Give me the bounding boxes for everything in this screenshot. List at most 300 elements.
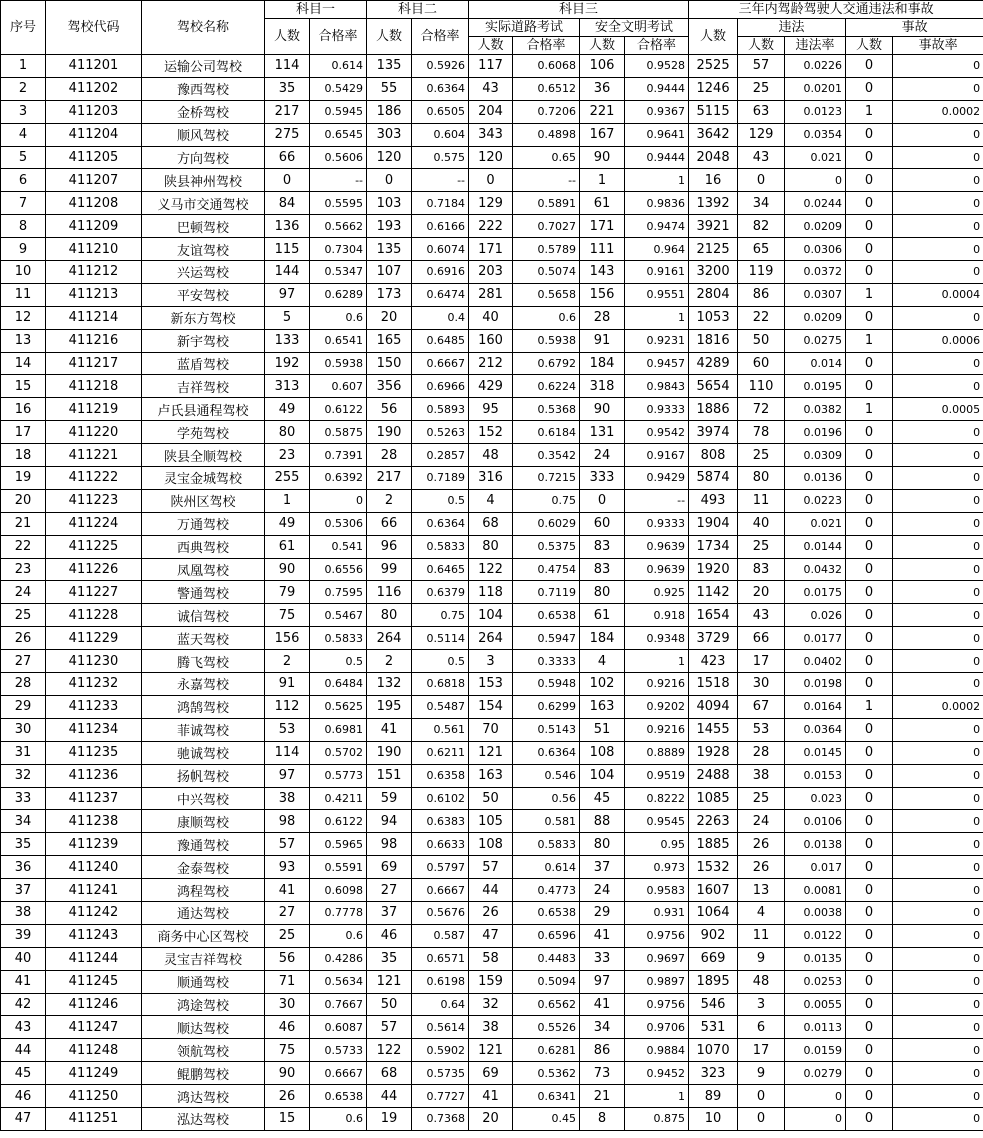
cell-subject2-pass-rate: 0.6667 <box>412 352 469 375</box>
cell-road-count: 26 <box>469 901 513 924</box>
cell-seq: 32 <box>1 764 46 787</box>
cell-code: 411227 <box>46 581 142 604</box>
cell-subject1-count: 114 <box>265 55 310 78</box>
table-row <box>1 1107 983 1130</box>
cell-code: 411212 <box>46 261 142 284</box>
cell-subject2-pass-rate: 0.6633 <box>412 833 469 856</box>
cell-accident-count: 0 <box>846 901 893 924</box>
cell-road-pass-rate: 0.6299 <box>513 695 580 718</box>
table-row <box>1 421 983 444</box>
cell-violation-count: 43 <box>738 604 785 627</box>
cell-seq: 24 <box>1 581 46 604</box>
cell-safety-count: 21 <box>580 1085 625 1108</box>
cell-seq: 34 <box>1 810 46 833</box>
cell-accident-rate: 0 <box>893 123 983 146</box>
cell-subject1-pass-rate: 0.4286 <box>310 947 367 970</box>
cell-road-count: 264 <box>469 627 513 650</box>
cell-road-pass-rate: 0.6341 <box>513 1085 580 1108</box>
cell-safety-pass-rate: 0.9706 <box>625 1016 689 1039</box>
table-row <box>1 970 983 993</box>
cell-subject1-pass-rate: 0.6484 <box>310 673 367 696</box>
table-row <box>1 215 983 238</box>
cell-seq: 21 <box>1 512 46 535</box>
cell-subject2-pass-rate: 0.6571 <box>412 947 469 970</box>
cell-seq: 6 <box>1 169 46 192</box>
cell-subject2-pass-rate: 0.6818 <box>412 673 469 696</box>
cell-violation-rate: 0.0081 <box>785 879 846 902</box>
cell-seq: 22 <box>1 535 46 558</box>
cell-driver-count: 808 <box>689 444 738 467</box>
cell-subject1-pass-rate: 0.607 <box>310 375 367 398</box>
cell-subject2-count: 151 <box>367 764 412 787</box>
cell-safety-count: 29 <box>580 901 625 924</box>
cell-accident-count: 0 <box>846 1062 893 1085</box>
cell-road-count: 57 <box>469 856 513 879</box>
cell-subject2-count: 116 <box>367 581 412 604</box>
cell-driver-count: 4094 <box>689 695 738 718</box>
cell-accident-rate: 0 <box>893 924 983 947</box>
cell-subject1-count: 61 <box>265 535 310 558</box>
cell-violation-rate: 0.0159 <box>785 1039 846 1062</box>
cell-subject2-pass-rate: 0.6916 <box>412 261 469 284</box>
cell-subject2-pass-rate: 0.6074 <box>412 238 469 261</box>
cell-safety-pass-rate: 1 <box>625 169 689 192</box>
cell-violation-count: 0 <box>738 1085 785 1108</box>
cell-code: 411249 <box>46 1062 142 1085</box>
cell-road-pass-rate: 0.7206 <box>513 100 580 123</box>
table-row <box>1 1039 983 1062</box>
cell-subject2-pass-rate: 0.6474 <box>412 283 469 306</box>
cell-safety-count: 28 <box>580 306 625 329</box>
cell-violation-count: 17 <box>738 650 785 673</box>
cell-safety-count: 104 <box>580 764 625 787</box>
cell-safety-count: 45 <box>580 787 625 810</box>
cell-name: 灵宝吉祥驾校 <box>142 947 265 970</box>
cell-safety-count: 61 <box>580 604 625 627</box>
cell-seq: 40 <box>1 947 46 970</box>
cell-accident-rate: 0 <box>893 604 983 627</box>
cell-seq: 4 <box>1 123 46 146</box>
cell-accident-rate: 0 <box>893 993 983 1016</box>
cell-violation-count: 0 <box>738 169 785 192</box>
header-subject3: 科目三 <box>469 1 689 19</box>
cell-subject2-count: 46 <box>367 924 412 947</box>
cell-code: 411210 <box>46 238 142 261</box>
header-safety-test: 安全文明考试 <box>580 19 689 37</box>
header-driver-count: 人数 <box>689 19 738 55</box>
cell-violation-rate: 0.0038 <box>785 901 846 924</box>
cell-violation-count: 9 <box>738 1062 785 1085</box>
header-road-count: 人数 <box>469 37 513 55</box>
cell-safety-count: 73 <box>580 1062 625 1085</box>
cell-subject2-count: 56 <box>367 398 412 421</box>
cell-safety-count: 102 <box>580 673 625 696</box>
cell-accident-count: 0 <box>846 741 893 764</box>
cell-road-count: 152 <box>469 421 513 444</box>
cell-safety-count: 143 <box>580 261 625 284</box>
cell-seq: 19 <box>1 467 46 490</box>
cell-violation-rate: 0.0307 <box>785 283 846 306</box>
cell-violation-rate: 0.0177 <box>785 627 846 650</box>
cell-driver-count: 3642 <box>689 123 738 146</box>
cell-violation-count: 43 <box>738 146 785 169</box>
cell-accident-rate: 0 <box>893 512 983 535</box>
cell-driver-count: 323 <box>689 1062 738 1085</box>
table-row <box>1 1085 983 1108</box>
cell-subject1-count: 98 <box>265 810 310 833</box>
header-accident-rate: 事故率 <box>893 37 983 55</box>
cell-code: 411245 <box>46 970 142 993</box>
cell-safety-pass-rate: 0.8222 <box>625 787 689 810</box>
cell-subject1-pass-rate: 0.6122 <box>310 398 367 421</box>
cell-driver-count: 1064 <box>689 901 738 924</box>
cell-code: 411225 <box>46 535 142 558</box>
cell-seq: 3 <box>1 100 46 123</box>
cell-safety-count: 4 <box>580 650 625 673</box>
cell-accident-count: 0 <box>846 604 893 627</box>
cell-subject1-pass-rate: 0.5773 <box>310 764 367 787</box>
cell-road-count: 281 <box>469 283 513 306</box>
cell-safety-pass-rate: 0.9429 <box>625 467 689 490</box>
cell-name: 蓝盾驾校 <box>142 352 265 375</box>
cell-road-count: 104 <box>469 604 513 627</box>
cell-subject2-count: 35 <box>367 947 412 970</box>
cell-safety-count: 88 <box>580 810 625 833</box>
header-subject2: 科目二 <box>367 1 469 19</box>
cell-subject2-count: 165 <box>367 329 412 352</box>
cell-driver-count: 2125 <box>689 238 738 261</box>
header-subject2-pass-rate: 合格率 <box>412 19 469 55</box>
cell-safety-count: 90 <box>580 146 625 169</box>
cell-name: 灵宝金城驾校 <box>142 467 265 490</box>
cell-subject2-pass-rate: 0.5735 <box>412 1062 469 1085</box>
cell-road-pass-rate: 0.3333 <box>513 650 580 673</box>
cell-road-count: 70 <box>469 718 513 741</box>
cell-road-pass-rate: 0.6512 <box>513 77 580 100</box>
cell-subject2-count: 55 <box>367 77 412 100</box>
table-row <box>1 558 983 581</box>
cell-seq: 39 <box>1 924 46 947</box>
cell-driver-count: 10 <box>689 1107 738 1130</box>
cell-safety-count: 167 <box>580 123 625 146</box>
cell-subject1-pass-rate: 0.5965 <box>310 833 367 856</box>
cell-accident-count: 0 <box>846 833 893 856</box>
cell-seq: 11 <box>1 283 46 306</box>
table-row <box>1 581 983 604</box>
cell-safety-pass-rate: 0.9444 <box>625 77 689 100</box>
cell-subject2-count: 264 <box>367 627 412 650</box>
cell-subject2-count: 98 <box>367 833 412 856</box>
cell-seq: 30 <box>1 718 46 741</box>
cell-subject1-pass-rate: 0.6098 <box>310 879 367 902</box>
cell-safety-pass-rate: 0.9542 <box>625 421 689 444</box>
cell-subject1-pass-rate: 0.5606 <box>310 146 367 169</box>
cell-code: 411201 <box>46 55 142 78</box>
cell-safety-count: 163 <box>580 695 625 718</box>
cell-violation-rate: 0.0244 <box>785 192 846 215</box>
cell-subject1-count: 1 <box>265 489 310 512</box>
cell-accident-count: 0 <box>846 421 893 444</box>
cell-driver-count: 1886 <box>689 398 738 421</box>
cell-violation-count: 67 <box>738 695 785 718</box>
cell-accident-count: 0 <box>846 444 893 467</box>
cell-accident-count: 0 <box>846 55 893 78</box>
cell-seq: 15 <box>1 375 46 398</box>
cell-road-count: 58 <box>469 947 513 970</box>
cell-accident-count: 0 <box>846 352 893 375</box>
header-code: 驾校代码 <box>46 1 142 55</box>
cell-subject2-pass-rate: 0.6358 <box>412 764 469 787</box>
cell-name: 运输公司驾校 <box>142 55 265 78</box>
cell-accident-count: 0 <box>846 535 893 558</box>
cell-accident-count: 0 <box>846 970 893 993</box>
cell-subject2-pass-rate: 0.5 <box>412 489 469 512</box>
cell-code: 411221 <box>46 444 142 467</box>
cell-accident-count: 0 <box>846 879 893 902</box>
cell-name: 陕州区驾校 <box>142 489 265 512</box>
cell-safety-pass-rate: 0.9444 <box>625 146 689 169</box>
cell-subject1-pass-rate: 0.5875 <box>310 421 367 444</box>
cell-safety-pass-rate: 0.95 <box>625 833 689 856</box>
table-row <box>1 535 983 558</box>
cell-accident-rate: 0 <box>893 192 983 215</box>
cell-subject1-pass-rate: 0.5634 <box>310 970 367 993</box>
cell-safety-count: 37 <box>580 856 625 879</box>
cell-subject1-count: 75 <box>265 1039 310 1062</box>
cell-code: 411236 <box>46 764 142 787</box>
cell-road-pass-rate: 0.6281 <box>513 1039 580 1062</box>
cell-road-count: 316 <box>469 467 513 490</box>
cell-road-pass-rate: 0.5143 <box>513 718 580 741</box>
cell-road-count: 159 <box>469 970 513 993</box>
cell-driver-count: 1734 <box>689 535 738 558</box>
cell-violation-count: 25 <box>738 444 785 467</box>
cell-name: 顺通驾校 <box>142 970 265 993</box>
table-row <box>1 329 983 352</box>
cell-name: 中兴驾校 <box>142 787 265 810</box>
cell-name: 商务中心区驾校 <box>142 924 265 947</box>
cell-safety-count: 8 <box>580 1107 625 1130</box>
cell-subject1-count: 38 <box>265 787 310 810</box>
cell-subject1-count: 156 <box>265 627 310 650</box>
cell-subject2-pass-rate: 0.5114 <box>412 627 469 650</box>
cell-safety-pass-rate: 0.9641 <box>625 123 689 146</box>
cell-violation-count: 110 <box>738 375 785 398</box>
cell-safety-pass-rate: 0.9452 <box>625 1062 689 1085</box>
cell-name: 豫通驾校 <box>142 833 265 856</box>
cell-driver-count: 1895 <box>689 970 738 993</box>
cell-subject2-pass-rate: 0.5 <box>412 650 469 673</box>
cell-subject1-pass-rate: 0.541 <box>310 535 367 558</box>
cell-safety-count: 333 <box>580 467 625 490</box>
cell-subject1-count: 80 <box>265 421 310 444</box>
cell-accident-rate: 0 <box>893 467 983 490</box>
cell-violation-count: 65 <box>738 238 785 261</box>
cell-accident-rate: 0 <box>893 901 983 924</box>
cell-road-pass-rate: 0.7215 <box>513 467 580 490</box>
cell-subject1-count: 5 <box>265 306 310 329</box>
cell-seq: 1 <box>1 55 46 78</box>
cell-subject2-pass-rate: 0.6166 <box>412 215 469 238</box>
cell-violation-count: 26 <box>738 856 785 879</box>
cell-accident-count: 0 <box>846 787 893 810</box>
cell-driver-count: 5874 <box>689 467 738 490</box>
cell-violation-rate: 0.0144 <box>785 535 846 558</box>
cell-accident-rate: 0 <box>893 352 983 375</box>
cell-road-pass-rate: 0.4754 <box>513 558 580 581</box>
header-subject1: 科目一 <box>265 1 367 19</box>
cell-name: 金泰驾校 <box>142 856 265 879</box>
header-safety-count: 人数 <box>580 37 625 55</box>
cell-road-count: 120 <box>469 146 513 169</box>
cell-subject2-pass-rate: 0.7184 <box>412 192 469 215</box>
cell-safety-count: 131 <box>580 421 625 444</box>
header-violation-count: 人数 <box>738 37 785 55</box>
cell-accident-rate: 0 <box>893 1016 983 1039</box>
cell-accident-count: 0 <box>846 146 893 169</box>
cell-safety-pass-rate: 0.9528 <box>625 55 689 78</box>
table-row <box>1 879 983 902</box>
cell-name: 鸿途驾校 <box>142 993 265 1016</box>
cell-subject2-count: 50 <box>367 993 412 1016</box>
cell-subject2-pass-rate: 0.2857 <box>412 444 469 467</box>
cell-seq: 20 <box>1 489 46 512</box>
cell-safety-count: 86 <box>580 1039 625 1062</box>
cell-road-pass-rate: 0.5833 <box>513 833 580 856</box>
cell-subject2-count: 2 <box>367 489 412 512</box>
cell-safety-pass-rate: 0.8889 <box>625 741 689 764</box>
cell-road-pass-rate: 0.5362 <box>513 1062 580 1085</box>
cell-code: 411230 <box>46 650 142 673</box>
cell-violation-count: 60 <box>738 352 785 375</box>
cell-accident-rate: 0 <box>893 810 983 833</box>
cell-subject2-pass-rate: 0.5926 <box>412 55 469 78</box>
cell-subject2-count: 99 <box>367 558 412 581</box>
cell-subject1-pass-rate: 0.5733 <box>310 1039 367 1062</box>
cell-road-pass-rate: 0.5789 <box>513 238 580 261</box>
cell-accident-count: 0 <box>846 489 893 512</box>
cell-code: 411248 <box>46 1039 142 1062</box>
cell-seq: 16 <box>1 398 46 421</box>
cell-road-pass-rate: 0.5658 <box>513 283 580 306</box>
cell-seq: 44 <box>1 1039 46 1062</box>
cell-name: 豫西驾校 <box>142 77 265 100</box>
cell-subject1-count: 275 <box>265 123 310 146</box>
cell-subject2-count: 37 <box>367 901 412 924</box>
cell-accident-count: 0 <box>846 306 893 329</box>
cell-subject2-count: 107 <box>367 261 412 284</box>
cell-violation-count: 6 <box>738 1016 785 1039</box>
cell-safety-count: 156 <box>580 283 625 306</box>
cell-violation-rate: 0.0106 <box>785 810 846 833</box>
cell-road-count: 171 <box>469 238 513 261</box>
cell-violation-rate: 0.0354 <box>785 123 846 146</box>
cell-name: 顺风驾校 <box>142 123 265 146</box>
cell-safety-pass-rate: 0.9231 <box>625 329 689 352</box>
cell-violation-count: 3 <box>738 993 785 1016</box>
cell-road-pass-rate: 0.6538 <box>513 901 580 924</box>
cell-road-pass-rate: 0.5074 <box>513 261 580 284</box>
header-safety-pass-rate: 合格率 <box>625 37 689 55</box>
cell-safety-count: 171 <box>580 215 625 238</box>
cell-road-count: 50 <box>469 787 513 810</box>
cell-driver-count: 1246 <box>689 77 738 100</box>
cell-violation-rate: 0.0382 <box>785 398 846 421</box>
cell-violation-count: 20 <box>738 581 785 604</box>
cell-road-count: 43 <box>469 77 513 100</box>
cell-accident-count: 0 <box>846 650 893 673</box>
cell-subject2-count: 173 <box>367 283 412 306</box>
cell-violation-rate: 0.0196 <box>785 421 846 444</box>
cell-accident-rate: 0 <box>893 627 983 650</box>
cell-subject1-count: 26 <box>265 1085 310 1108</box>
cell-safety-pass-rate: 1 <box>625 650 689 673</box>
cell-subject1-count: 2 <box>265 650 310 673</box>
table-row <box>1 123 983 146</box>
cell-name: 驰诚驾校 <box>142 741 265 764</box>
cell-code: 411235 <box>46 741 142 764</box>
cell-accident-count: 0 <box>846 192 893 215</box>
cell-violation-rate: 0.021 <box>785 146 846 169</box>
cell-name: 新东方驾校 <box>142 306 265 329</box>
cell-accident-count: 1 <box>846 695 893 718</box>
cell-subject2-pass-rate: 0.5833 <box>412 535 469 558</box>
cell-subject1-count: 97 <box>265 764 310 787</box>
cell-accident-rate: 0 <box>893 833 983 856</box>
cell-subject1-pass-rate: 0.5945 <box>310 100 367 123</box>
cell-violation-rate: 0.0122 <box>785 924 846 947</box>
cell-subject1-count: 56 <box>265 947 310 970</box>
cell-name: 陕县神州驾校 <box>142 169 265 192</box>
cell-accident-rate: 0.0002 <box>893 100 983 123</box>
cell-violation-rate: 0.0175 <box>785 581 846 604</box>
cell-name: 兴运驾校 <box>142 261 265 284</box>
cell-code: 411216 <box>46 329 142 352</box>
cell-subject2-count: 120 <box>367 146 412 169</box>
header-violation: 违法 <box>738 19 846 37</box>
cell-code: 411213 <box>46 283 142 306</box>
cell-subject1-pass-rate: 0.5 <box>310 650 367 673</box>
cell-safety-pass-rate: 0.9843 <box>625 375 689 398</box>
cell-subject2-count: 96 <box>367 535 412 558</box>
table-row <box>1 718 983 741</box>
cell-subject1-pass-rate: 0.7667 <box>310 993 367 1016</box>
cell-violation-count: 48 <box>738 970 785 993</box>
header-violation-rate: 违法率 <box>785 37 846 55</box>
cell-seq: 31 <box>1 741 46 764</box>
cell-driver-count: 89 <box>689 1085 738 1108</box>
cell-seq: 29 <box>1 695 46 718</box>
table-body <box>1 55 983 1131</box>
cell-name: 康顺驾校 <box>142 810 265 833</box>
cell-subject1-count: 66 <box>265 146 310 169</box>
cell-accident-count: 0 <box>846 627 893 650</box>
cell-safety-count: 24 <box>580 444 625 467</box>
cell-driver-count: 531 <box>689 1016 738 1039</box>
cell-road-count: 429 <box>469 375 513 398</box>
cell-violation-rate: 0.0198 <box>785 673 846 696</box>
cell-subject1-count: 49 <box>265 512 310 535</box>
cell-accident-rate: 0 <box>893 741 983 764</box>
cell-accident-rate: 0 <box>893 558 983 581</box>
cell-code: 411214 <box>46 306 142 329</box>
cell-safety-pass-rate: 0.9756 <box>625 924 689 947</box>
cell-code: 411207 <box>46 169 142 192</box>
cell-subject2-pass-rate: 0.6379 <box>412 581 469 604</box>
cell-safety-pass-rate: 0.9216 <box>625 673 689 696</box>
cell-violation-count: 34 <box>738 192 785 215</box>
cell-violation-rate: 0.0306 <box>785 238 846 261</box>
